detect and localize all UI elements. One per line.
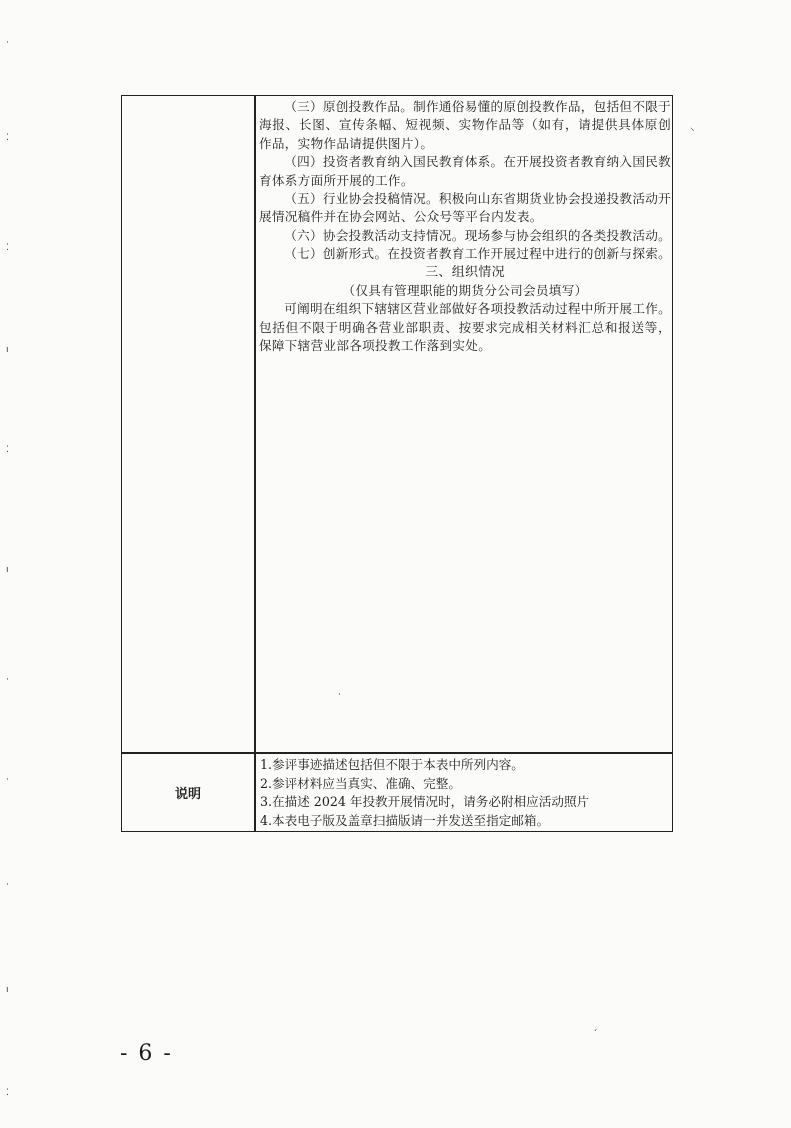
note-item: 2.参评材料应当真实、准确、完整。 bbox=[260, 775, 461, 791]
notes-label: 说明 bbox=[174, 786, 201, 802]
page-number: - 6 - bbox=[120, 1041, 173, 1066]
section-subtitle: （仅具有管理职能的期货分公司会员填写） bbox=[342, 283, 588, 299]
note-item: 1.参评事迹描述包括但不限于本表中所列内容。 bbox=[260, 757, 524, 772]
form-table bbox=[121, 95, 673, 832]
scan-mark: · bbox=[6, 880, 9, 890]
scan-mark: ⸌ bbox=[690, 127, 695, 137]
scan-mark: ı bbox=[6, 345, 9, 355]
note-item: 3.在描述 2024 年投教开展情况时，请务必附相应活动照片 bbox=[260, 794, 590, 809]
scan-mark: ˏ bbox=[593, 1022, 598, 1032]
paragraph-association-submissions: （五）行业协会投稿情况。积极向山东省期货业协会投递投教活动开展情况稿件并在协会网站、公众号等平台内发表。 bbox=[259, 191, 671, 225]
table-content-cell bbox=[259, 98, 671, 356]
section-title: 三、组织情况 bbox=[425, 264, 505, 280]
notes-cell bbox=[260, 756, 670, 830]
scan-mark: · bbox=[6, 675, 9, 685]
scan-mark: ⁚ bbox=[6, 243, 9, 253]
scan-mark: · bbox=[6, 775, 9, 785]
scan-mark: ⁚ bbox=[6, 445, 9, 455]
paragraph-association-support: （六）协会投教活动支持情况。现场参与协会组织的各类投教活动。 bbox=[284, 227, 671, 243]
note-item: 4.本表电子版及盖章扫描版请一并发送至指定邮箱。 bbox=[260, 812, 550, 828]
paragraph-innovation: （七）创新形式。在投资者教育工作开展过程中进行的创新与探索。 bbox=[284, 246, 671, 262]
scan-mark: · bbox=[338, 690, 341, 700]
scan-mark: ⁚ bbox=[6, 133, 9, 143]
paragraph-national-education: （四）投资者教育纳入国民教育体系。在开展投资者教育纳入国民教育体系方面所开展的工作。 bbox=[259, 154, 671, 188]
section-body: 可阐明在组织下辖辖区营业部做好各项投教活动过程中所开展工作。包括但不限于明确各营业部职责、按要求完成相关材料汇总和报送等，保障下辖营业部各项投教工作落到实处。 bbox=[259, 301, 671, 354]
scan-mark: ı bbox=[6, 985, 9, 995]
paragraph-original-works: （三）原创投教作品。制作通俗易懂的原创投教作品，包括但不限于海报、长图、宣传条幅、短视频、实物作品等（如有，请提供具体原创作品，实物作品请提供图片）。 bbox=[259, 99, 671, 151]
scan-mark: ı bbox=[6, 565, 9, 575]
scan-mark: ⁚ bbox=[6, 1088, 9, 1098]
scan-mark: · bbox=[6, 38, 9, 48]
notes-label-cell bbox=[122, 752, 254, 832]
column-divider bbox=[254, 96, 256, 831]
